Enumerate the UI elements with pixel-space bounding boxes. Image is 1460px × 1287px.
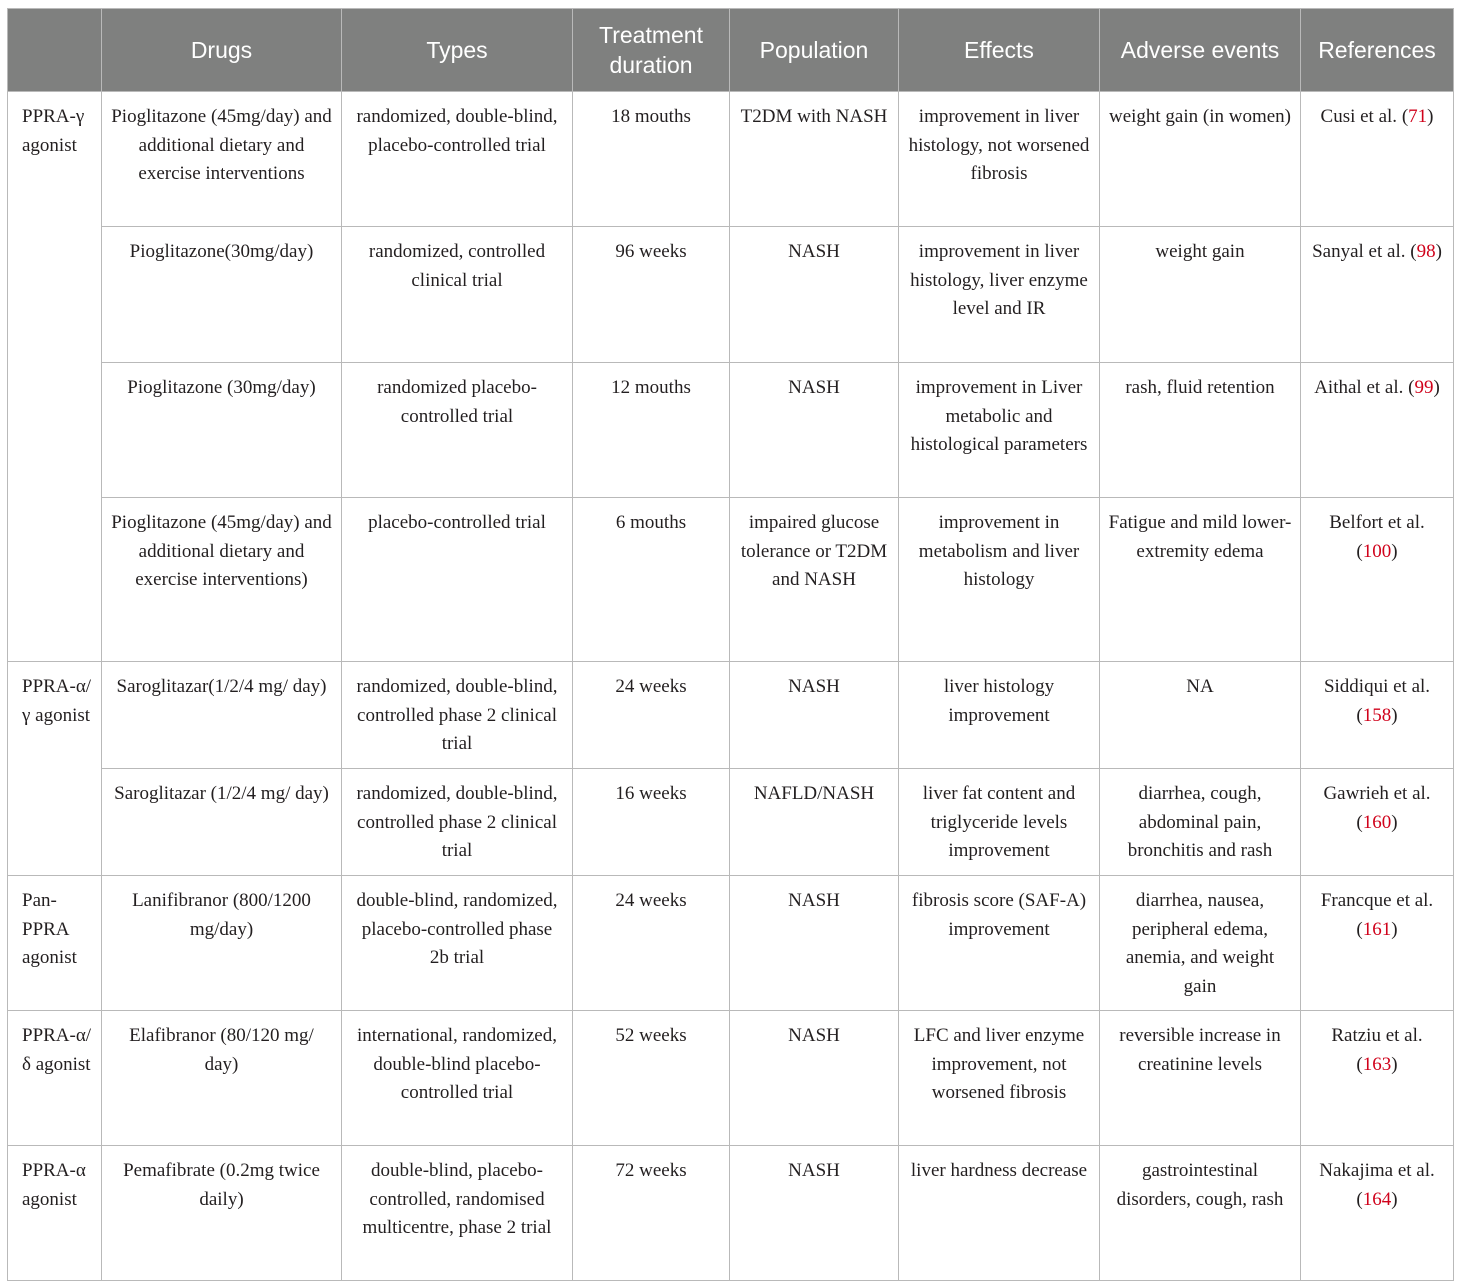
- header-treatment-duration: Treatment duration: [573, 9, 730, 92]
- reference-link[interactable]: 158: [1362, 704, 1392, 726]
- duration-cell: 52 weeks: [573, 1011, 730, 1146]
- reference-cell: Gawrieh et al. (160): [1301, 769, 1454, 876]
- drug-cell: Saroglitazar(1/2/4 mg/ day): [102, 662, 342, 769]
- effects-cell: improvement in metabolism and liver histology: [899, 498, 1100, 662]
- duration-cell: 12 mouths: [573, 363, 730, 498]
- adverse-events-cell: weight gain: [1100, 227, 1301, 363]
- reference-author: Gawrieh et al.: [1323, 783, 1431, 804]
- effects-cell: LFC and liver enzyme improvement, not worsened fibrosis: [899, 1011, 1100, 1146]
- trial-type-cell: randomized, controlled clinical trial: [342, 227, 573, 363]
- reference-cell: Siddiqui et al. (158): [1301, 662, 1454, 769]
- duration-cell: 24 weeks: [573, 876, 730, 1011]
- ppar-agonist-trials-table: [7, 8, 1454, 1281]
- effects-cell: improvement in liver histology, liver enzyme level and IR: [899, 227, 1100, 363]
- duration-cell: 96 weeks: [573, 227, 730, 363]
- agonist-class-cell: PPRA-α agonist: [8, 1146, 102, 1281]
- drug-cell: Elafibranor (80/120 mg/ day): [102, 1011, 342, 1146]
- reference-cell: Sanyal et al. (98): [1301, 227, 1454, 363]
- adverse-events-cell: gastrointestinal disorders, cough, rash: [1100, 1146, 1301, 1281]
- table-header: [8, 9, 1454, 92]
- table-row: [8, 363, 1454, 498]
- reference-cell: Cusi et al. (71): [1301, 92, 1454, 227]
- agonist-class-cell: Pan-PPRA agonist: [8, 876, 102, 1011]
- drug-cell: Pemafibrate (0.2mg twice daily): [102, 1146, 342, 1281]
- table-row: [8, 769, 1454, 876]
- adverse-events-cell: Fatigue and mild lower-extremity edema: [1100, 498, 1301, 662]
- population-cell: NASH: [730, 662, 899, 769]
- reference-cell: Aithal et al. (99): [1301, 363, 1454, 498]
- effects-cell: liver hardness decrease: [899, 1146, 1100, 1281]
- table-row: [8, 1011, 1454, 1146]
- header-adverse-events: Adverse events: [1100, 9, 1301, 92]
- drug-cell: Pioglitazone (45mg/day) and additional dietary and exercise interventions: [102, 92, 342, 227]
- reference-cell: Ratziu et al. (163): [1301, 1011, 1454, 1146]
- trial-type-cell: randomized placebo-controlled trial: [342, 363, 573, 498]
- trial-type-cell: randomized, double-blind, controlled phase 2 clinical trial: [342, 769, 573, 876]
- duration-cell: 72 weeks: [573, 1146, 730, 1281]
- table-row: [8, 92, 1454, 227]
- trial-type-cell: randomized, double-blind, controlled phase 2 clinical trial: [342, 662, 573, 769]
- population-cell: NASH: [730, 876, 899, 1011]
- drug-cell: Pioglitazone (45mg/day) and additional dietary and exercise interventions): [102, 498, 342, 662]
- header-effects: Effects: [899, 9, 1100, 92]
- table-container: [7, 8, 1454, 1281]
- reference-link[interactable]: 100: [1362, 540, 1392, 562]
- population-cell: T2DM with NASH: [730, 92, 899, 227]
- duration-cell: 24 weeks: [573, 662, 730, 769]
- table-body: [8, 92, 1454, 1281]
- reference-author: Ratziu et al.: [1331, 1025, 1423, 1046]
- population-cell: NAFLD/NASH: [730, 769, 899, 876]
- effects-cell: liver histology improvement: [899, 662, 1100, 769]
- agonist-class-cell: PPRA-α/δ agonist: [8, 1011, 102, 1146]
- agonist-class-cell: PPRA-γ agonist: [8, 92, 102, 662]
- header-row: [8, 9, 1454, 92]
- reference-link[interactable]: 163: [1362, 1053, 1392, 1075]
- trial-type-cell: double-blind, randomized, placebo-controlled phase 2b trial: [342, 876, 573, 1011]
- reference-link[interactable]: 161: [1362, 918, 1392, 940]
- population-cell: NASH: [730, 1146, 899, 1281]
- header-drugs: Drugs: [102, 9, 342, 92]
- trial-type-cell: double-blind, placebo-controlled, randomised multicentre, phase 2 trial: [342, 1146, 573, 1281]
- population-cell: NASH: [730, 363, 899, 498]
- trial-type-cell: international, randomized, double-blind placebo-controlled trial: [342, 1011, 573, 1146]
- reference-cell: Nakajima et al. (164): [1301, 1146, 1454, 1281]
- effects-cell: liver fat content and triglyceride levels improvement: [899, 769, 1100, 876]
- trial-type-cell: randomized, double-blind, placebo-controlled trial: [342, 92, 573, 227]
- reference-link[interactable]: 98: [1416, 241, 1436, 262]
- header-types: Types: [342, 9, 573, 92]
- population-cell: impaired glucose tolerance or T2DM and NASH: [730, 498, 899, 662]
- duration-cell: 16 weeks: [573, 769, 730, 876]
- effects-cell: fibrosis score (SAF-A) improvement: [899, 876, 1100, 1011]
- drug-cell: Lanifibranor (800/1200 mg/day): [102, 876, 342, 1011]
- duration-cell: 18 mouths: [573, 92, 730, 227]
- population-cell: NASH: [730, 1011, 899, 1146]
- header-group: [8, 9, 102, 92]
- reference-author: Belfort et al.: [1329, 512, 1425, 533]
- reference-author: Siddiqui et al.: [1323, 676, 1431, 697]
- reference-cell: Belfort et al. (100): [1301, 498, 1454, 662]
- adverse-events-cell: NA: [1100, 662, 1301, 769]
- adverse-events-cell: diarrhea, nausea, peripheral edema, anemia, and weight gain: [1100, 876, 1301, 1011]
- table-row: [8, 662, 1454, 769]
- reference-author: Aithal et al.: [1314, 377, 1404, 398]
- trial-type-cell: placebo-controlled trial: [342, 498, 573, 662]
- reference-link[interactable]: 160: [1362, 811, 1392, 833]
- adverse-events-cell: diarrhea, cough, abdominal pain, bronchitis and rash: [1100, 769, 1301, 876]
- reference-author: Francque et al.: [1320, 890, 1434, 911]
- reference-link[interactable]: 99: [1414, 377, 1434, 398]
- table-row: [8, 227, 1454, 363]
- adverse-events-cell: weight gain (in women): [1100, 92, 1301, 227]
- adverse-events-cell: reversible increase in creatinine levels: [1100, 1011, 1301, 1146]
- reference-link[interactable]: 71: [1408, 106, 1428, 127]
- header-references: References: [1301, 9, 1454, 92]
- adverse-events-cell: rash, fluid retention: [1100, 363, 1301, 498]
- reference-author: Cusi et al.: [1320, 106, 1398, 127]
- table-row: [8, 1146, 1454, 1281]
- agonist-class-cell: PPRA-α/γ agonist: [8, 662, 102, 876]
- effects-cell: improvement in Liver metabolic and histological parameters: [899, 363, 1100, 498]
- duration-cell: 6 mouths: [573, 498, 730, 662]
- table-row: [8, 498, 1454, 662]
- header-population: Population: [730, 9, 899, 92]
- drug-cell: Pioglitazone(30mg/day): [102, 227, 342, 363]
- table-row: [8, 876, 1454, 1011]
- reference-author: Nakajima et al.: [1319, 1160, 1435, 1181]
- reference-author: Sanyal et al.: [1312, 241, 1406, 262]
- reference-link[interactable]: 164: [1362, 1188, 1392, 1210]
- reference-cell: Francque et al. (161): [1301, 876, 1454, 1011]
- drug-cell: Pioglitazone (30mg/day): [102, 363, 342, 498]
- drug-cell: Saroglitazar (1/2/4 mg/ day): [102, 769, 342, 876]
- effects-cell: improvement in liver histology, not worsened fibrosis: [899, 92, 1100, 227]
- population-cell: NASH: [730, 227, 899, 363]
